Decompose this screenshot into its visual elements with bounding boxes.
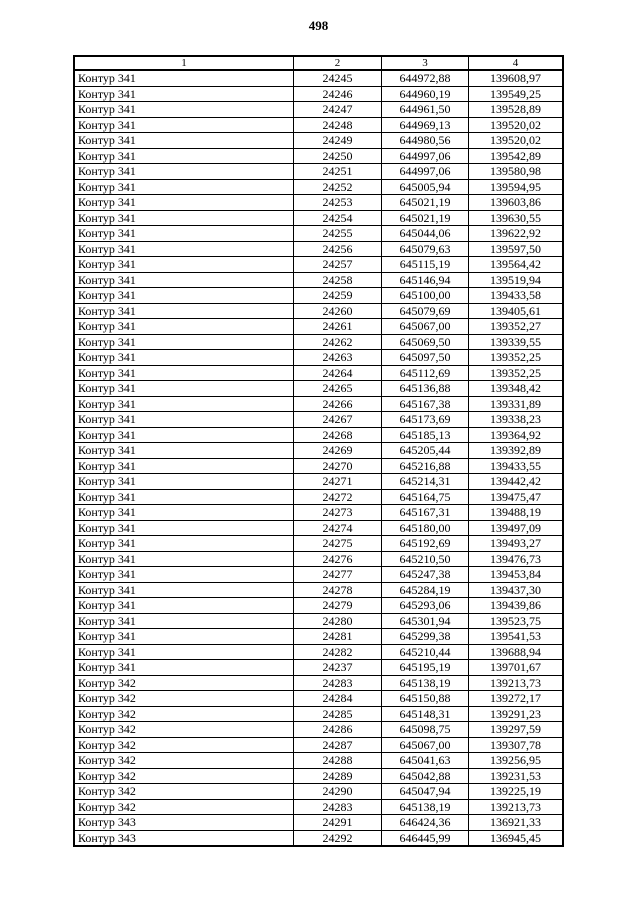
point-number-cell: 24292 — [294, 830, 382, 846]
contour-name-cell: Контур 342 — [75, 784, 294, 800]
x-coordinate-cell: 645044,06 — [382, 226, 469, 242]
point-number-cell: 24262 — [294, 334, 382, 350]
table-row — [75, 164, 563, 180]
x-coordinate-cell: 645146,94 — [382, 272, 469, 288]
point-number-cell: 24276 — [294, 551, 382, 567]
point-number-cell: 24252 — [294, 179, 382, 195]
point-number-cell: 24258 — [294, 272, 382, 288]
point-number-cell: 24237 — [294, 660, 382, 676]
y-coordinate-cell: 136945,45 — [469, 830, 563, 846]
y-coordinate-cell: 139597,50 — [469, 241, 563, 257]
table-row — [75, 737, 563, 753]
table-row — [75, 427, 563, 443]
table-row — [75, 195, 563, 211]
table-row — [75, 241, 563, 257]
contour-name-cell: Контур 343 — [75, 815, 294, 831]
x-coordinate-cell: 645293,06 — [382, 598, 469, 614]
y-coordinate-cell: 136921,33 — [469, 815, 563, 831]
y-coordinate-cell: 139442,42 — [469, 474, 563, 490]
x-coordinate-cell: 645005,94 — [382, 179, 469, 195]
point-number-cell: 24245 — [294, 70, 382, 86]
table-row — [75, 396, 563, 412]
y-coordinate-cell: 139352,25 — [469, 350, 563, 366]
table-row — [75, 210, 563, 226]
table-row — [75, 350, 563, 366]
point-number-cell: 24280 — [294, 613, 382, 629]
point-number-cell: 24291 — [294, 815, 382, 831]
contour-name-cell: Контур 341 — [75, 520, 294, 536]
contour-name-cell: Контур 342 — [75, 799, 294, 815]
point-number-cell: 24286 — [294, 722, 382, 738]
y-coordinate-cell: 139528,89 — [469, 102, 563, 118]
point-number-cell: 24249 — [294, 133, 382, 149]
contour-name-cell: Контур 341 — [75, 489, 294, 505]
x-coordinate-cell: 644997,06 — [382, 148, 469, 164]
y-coordinate-cell: 139519,94 — [469, 272, 563, 288]
table-row — [75, 334, 563, 350]
contour-name-cell: Контур 341 — [75, 86, 294, 102]
contour-name-cell: Контур 341 — [75, 319, 294, 335]
x-coordinate-cell: 644972,88 — [382, 70, 469, 86]
y-coordinate-cell: 139542,89 — [469, 148, 563, 164]
y-coordinate-cell: 139701,67 — [469, 660, 563, 676]
x-coordinate-cell: 645042,88 — [382, 768, 469, 784]
point-number-cell: 24265 — [294, 381, 382, 397]
point-number-cell: 24283 — [294, 799, 382, 815]
point-number-cell: 24253 — [294, 195, 382, 211]
point-number-cell: 24282 — [294, 644, 382, 660]
x-coordinate-cell: 645112,69 — [382, 365, 469, 381]
x-coordinate-cell: 645216,88 — [382, 458, 469, 474]
x-coordinate-cell: 645136,88 — [382, 381, 469, 397]
table-row — [75, 474, 563, 490]
contour-name-cell: Контур 341 — [75, 598, 294, 614]
column-header-4: 4 — [469, 57, 563, 71]
table-row — [75, 489, 563, 505]
table-row — [75, 303, 563, 319]
y-coordinate-cell: 139541,53 — [469, 629, 563, 645]
point-number-cell: 24248 — [294, 117, 382, 133]
table-row — [75, 675, 563, 691]
point-number-cell: 24281 — [294, 629, 382, 645]
table-row — [75, 257, 563, 273]
point-number-cell: 24275 — [294, 536, 382, 552]
x-coordinate-cell: 645214,31 — [382, 474, 469, 490]
y-coordinate-cell: 139523,75 — [469, 613, 563, 629]
contour-name-cell: Контур 341 — [75, 210, 294, 226]
x-coordinate-cell: 645164,75 — [382, 489, 469, 505]
x-coordinate-cell: 645097,50 — [382, 350, 469, 366]
y-coordinate-cell: 139488,19 — [469, 505, 563, 521]
contour-name-cell: Контур 341 — [75, 629, 294, 645]
x-coordinate-cell: 645185,13 — [382, 427, 469, 443]
x-coordinate-cell: 645021,19 — [382, 195, 469, 211]
table-row — [75, 784, 563, 800]
contour-name-cell: Контур 341 — [75, 241, 294, 257]
point-number-cell: 24284 — [294, 691, 382, 707]
contour-name-cell: Контур 342 — [75, 691, 294, 707]
point-number-cell: 24268 — [294, 427, 382, 443]
y-coordinate-cell: 139331,89 — [469, 396, 563, 412]
point-number-cell: 24254 — [294, 210, 382, 226]
contour-name-cell: Контур 341 — [75, 148, 294, 164]
y-coordinate-cell: 139520,02 — [469, 117, 563, 133]
y-coordinate-cell: 139439,86 — [469, 598, 563, 614]
contour-name-cell: Контур 341 — [75, 350, 294, 366]
contour-name-cell: Контур 341 — [75, 412, 294, 428]
table-row — [75, 799, 563, 815]
table-row — [75, 768, 563, 784]
column-header-3: 3 — [382, 57, 469, 71]
contour-name-cell: Контур 341 — [75, 164, 294, 180]
x-coordinate-cell: 645247,38 — [382, 567, 469, 583]
x-coordinate-cell: 645115,19 — [382, 257, 469, 273]
point-number-cell: 24277 — [294, 567, 382, 583]
table-row — [75, 536, 563, 552]
x-coordinate-cell: 644969,13 — [382, 117, 469, 133]
y-coordinate-cell: 139307,78 — [469, 737, 563, 753]
table-body — [75, 70, 563, 846]
y-coordinate-cell: 139564,42 — [469, 257, 563, 273]
table-header-row — [75, 57, 563, 71]
x-coordinate-cell: 645150,88 — [382, 691, 469, 707]
y-coordinate-cell: 139594,95 — [469, 179, 563, 195]
table-row — [75, 272, 563, 288]
page-number: 498 — [308, 18, 329, 33]
y-coordinate-cell: 139364,92 — [469, 427, 563, 443]
contour-name-cell: Контур 342 — [75, 706, 294, 722]
point-number-cell: 24261 — [294, 319, 382, 335]
x-coordinate-cell: 645167,31 — [382, 505, 469, 521]
x-coordinate-cell: 645192,69 — [382, 536, 469, 552]
x-coordinate-cell: 644961,50 — [382, 102, 469, 118]
y-coordinate-cell: 139213,73 — [469, 675, 563, 691]
contour-name-cell: Контур 341 — [75, 505, 294, 521]
x-coordinate-cell: 646424,36 — [382, 815, 469, 831]
table-row — [75, 381, 563, 397]
contour-name-cell: Контур 341 — [75, 226, 294, 242]
point-number-cell: 24251 — [294, 164, 382, 180]
table-row — [75, 102, 563, 118]
point-number-cell: 24255 — [294, 226, 382, 242]
contour-name-cell: Контур 341 — [75, 102, 294, 118]
table-row — [75, 226, 563, 242]
x-coordinate-cell: 645284,19 — [382, 582, 469, 598]
table-row — [75, 179, 563, 195]
table-row — [75, 598, 563, 614]
contour-name-cell: Контур 343 — [75, 830, 294, 846]
table-row — [75, 520, 563, 536]
table-row — [75, 644, 563, 660]
table-row — [75, 365, 563, 381]
point-number-cell: 24256 — [294, 241, 382, 257]
y-coordinate-cell: 139433,55 — [469, 458, 563, 474]
x-coordinate-cell: 645173,69 — [382, 412, 469, 428]
y-coordinate-cell: 139520,02 — [469, 133, 563, 149]
point-number-cell: 24264 — [294, 365, 382, 381]
point-number-cell: 24288 — [294, 753, 382, 769]
table-row — [75, 551, 563, 567]
x-coordinate-cell: 645210,50 — [382, 551, 469, 567]
contour-name-cell: Контур 341 — [75, 660, 294, 676]
point-number-cell: 24272 — [294, 489, 382, 505]
table-row — [75, 830, 563, 846]
y-coordinate-cell: 139272,17 — [469, 691, 563, 707]
y-coordinate-cell: 139497,09 — [469, 520, 563, 536]
y-coordinate-cell: 139213,73 — [469, 799, 563, 815]
contour-name-cell: Контур 341 — [75, 567, 294, 583]
contour-name-cell: Контур 341 — [75, 458, 294, 474]
y-coordinate-cell: 139256,95 — [469, 753, 563, 769]
y-coordinate-cell: 139291,23 — [469, 706, 563, 722]
point-number-cell: 24270 — [294, 458, 382, 474]
y-coordinate-cell: 139608,97 — [469, 70, 563, 86]
contour-name-cell: Контур 341 — [75, 303, 294, 319]
table-row — [75, 567, 563, 583]
coordinates-table — [74, 56, 563, 846]
table-row — [75, 753, 563, 769]
point-number-cell: 24263 — [294, 350, 382, 366]
table-row — [75, 691, 563, 707]
contour-name-cell: Контур 341 — [75, 536, 294, 552]
x-coordinate-cell: 645180,00 — [382, 520, 469, 536]
contour-name-cell: Контур 342 — [75, 768, 294, 784]
y-coordinate-cell: 139603,86 — [469, 195, 563, 211]
point-number-cell: 24250 — [294, 148, 382, 164]
y-coordinate-cell: 139338,23 — [469, 412, 563, 428]
point-number-cell: 24246 — [294, 86, 382, 102]
point-number-cell: 24247 — [294, 102, 382, 118]
contour-name-cell: Контур 341 — [75, 365, 294, 381]
y-coordinate-cell: 139580,98 — [469, 164, 563, 180]
point-number-cell: 24259 — [294, 288, 382, 304]
x-coordinate-cell: 645167,38 — [382, 396, 469, 412]
point-number-cell: 24260 — [294, 303, 382, 319]
y-coordinate-cell: 139231,53 — [469, 768, 563, 784]
table-row — [75, 629, 563, 645]
point-number-cell: 24279 — [294, 598, 382, 614]
contour-name-cell: Контур 341 — [75, 551, 294, 567]
contour-name-cell: Контур 341 — [75, 334, 294, 350]
table-row — [75, 458, 563, 474]
y-coordinate-cell: 139392,89 — [469, 443, 563, 459]
table-row — [75, 582, 563, 598]
contour-name-cell: Контур 341 — [75, 257, 294, 273]
point-number-cell: 24278 — [294, 582, 382, 598]
x-coordinate-cell: 644960,19 — [382, 86, 469, 102]
table-row — [75, 722, 563, 738]
point-number-cell: 24285 — [294, 706, 382, 722]
y-coordinate-cell: 139475,47 — [469, 489, 563, 505]
contour-name-cell: Контур 342 — [75, 675, 294, 691]
x-coordinate-cell: 645299,38 — [382, 629, 469, 645]
contour-name-cell: Контур 341 — [75, 272, 294, 288]
table-row — [75, 412, 563, 428]
x-coordinate-cell: 645138,19 — [382, 675, 469, 691]
contour-name-cell: Контур 341 — [75, 195, 294, 211]
point-number-cell: 24283 — [294, 675, 382, 691]
point-number-cell: 24287 — [294, 737, 382, 753]
contour-name-cell: Контур 341 — [75, 396, 294, 412]
y-coordinate-cell: 139297,59 — [469, 722, 563, 738]
table-row — [75, 70, 563, 86]
point-number-cell: 24266 — [294, 396, 382, 412]
x-coordinate-cell: 645069,50 — [382, 334, 469, 350]
point-number-cell: 24269 — [294, 443, 382, 459]
point-number-cell: 24289 — [294, 768, 382, 784]
table-row — [75, 117, 563, 133]
contour-name-cell: Контур 342 — [75, 753, 294, 769]
contour-name-cell: Контур 341 — [75, 117, 294, 133]
x-coordinate-cell: 644997,06 — [382, 164, 469, 180]
x-coordinate-cell: 644980,56 — [382, 133, 469, 149]
y-coordinate-cell: 139453,84 — [469, 567, 563, 583]
x-coordinate-cell: 645079,69 — [382, 303, 469, 319]
table-row — [75, 319, 563, 335]
x-coordinate-cell: 645138,19 — [382, 799, 469, 815]
point-number-cell: 24273 — [294, 505, 382, 521]
x-coordinate-cell: 645098,75 — [382, 722, 469, 738]
x-coordinate-cell: 645079,63 — [382, 241, 469, 257]
x-coordinate-cell: 645210,44 — [382, 644, 469, 660]
contour-name-cell: Контур 341 — [75, 474, 294, 490]
contour-name-cell: Контур 342 — [75, 722, 294, 738]
contour-name-cell: Контур 341 — [75, 179, 294, 195]
point-number-cell: 24267 — [294, 412, 382, 428]
x-coordinate-cell: 645205,44 — [382, 443, 469, 459]
point-number-cell: 24271 — [294, 474, 382, 490]
x-coordinate-cell: 645047,94 — [382, 784, 469, 800]
contour-name-cell: Контур 342 — [75, 737, 294, 753]
table-row — [75, 613, 563, 629]
y-coordinate-cell: 139630,55 — [469, 210, 563, 226]
y-coordinate-cell: 139437,30 — [469, 582, 563, 598]
contour-name-cell: Контур 341 — [75, 288, 294, 304]
x-coordinate-cell: 645195,19 — [382, 660, 469, 676]
point-number-cell: 24257 — [294, 257, 382, 273]
y-coordinate-cell: 139622,92 — [469, 226, 563, 242]
y-coordinate-cell: 139549,25 — [469, 86, 563, 102]
table-row — [75, 288, 563, 304]
table-row — [75, 505, 563, 521]
contour-name-cell: Контур 341 — [75, 381, 294, 397]
y-coordinate-cell: 139352,25 — [469, 365, 563, 381]
contour-name-cell: Контур 341 — [75, 443, 294, 459]
y-coordinate-cell: 139493,27 — [469, 536, 563, 552]
table-row — [75, 706, 563, 722]
x-coordinate-cell: 645021,19 — [382, 210, 469, 226]
table-row — [75, 86, 563, 102]
x-coordinate-cell: 646445,99 — [382, 830, 469, 846]
contour-name-cell: Контур 341 — [75, 613, 294, 629]
y-coordinate-cell: 139352,27 — [469, 319, 563, 335]
y-coordinate-cell: 139433,58 — [469, 288, 563, 304]
point-number-cell: 24274 — [294, 520, 382, 536]
x-coordinate-cell: 645301,94 — [382, 613, 469, 629]
table-row — [75, 148, 563, 164]
column-header-1: 1 — [75, 57, 294, 71]
contour-name-cell: Контур 341 — [75, 644, 294, 660]
x-coordinate-cell: 645067,00 — [382, 737, 469, 753]
y-coordinate-cell: 139339,55 — [469, 334, 563, 350]
x-coordinate-cell: 645148,31 — [382, 706, 469, 722]
x-coordinate-cell: 645100,00 — [382, 288, 469, 304]
y-coordinate-cell: 139688,94 — [469, 644, 563, 660]
y-coordinate-cell: 139476,73 — [469, 551, 563, 567]
y-coordinate-cell: 139405,61 — [469, 303, 563, 319]
contour-name-cell: Контур 341 — [75, 133, 294, 149]
table-row — [75, 133, 563, 149]
point-number-cell: 24290 — [294, 784, 382, 800]
x-coordinate-cell: 645041,63 — [382, 753, 469, 769]
x-coordinate-cell: 645067,00 — [382, 319, 469, 335]
table-row — [75, 443, 563, 459]
contour-name-cell: Контур 341 — [75, 70, 294, 86]
table-row — [75, 660, 563, 676]
contour-name-cell: Контур 341 — [75, 582, 294, 598]
table-row — [75, 815, 563, 831]
y-coordinate-cell: 139348,42 — [469, 381, 563, 397]
contour-name-cell: Контур 341 — [75, 427, 294, 443]
y-coordinate-cell: 139225,19 — [469, 784, 563, 800]
column-header-2: 2 — [294, 57, 382, 71]
